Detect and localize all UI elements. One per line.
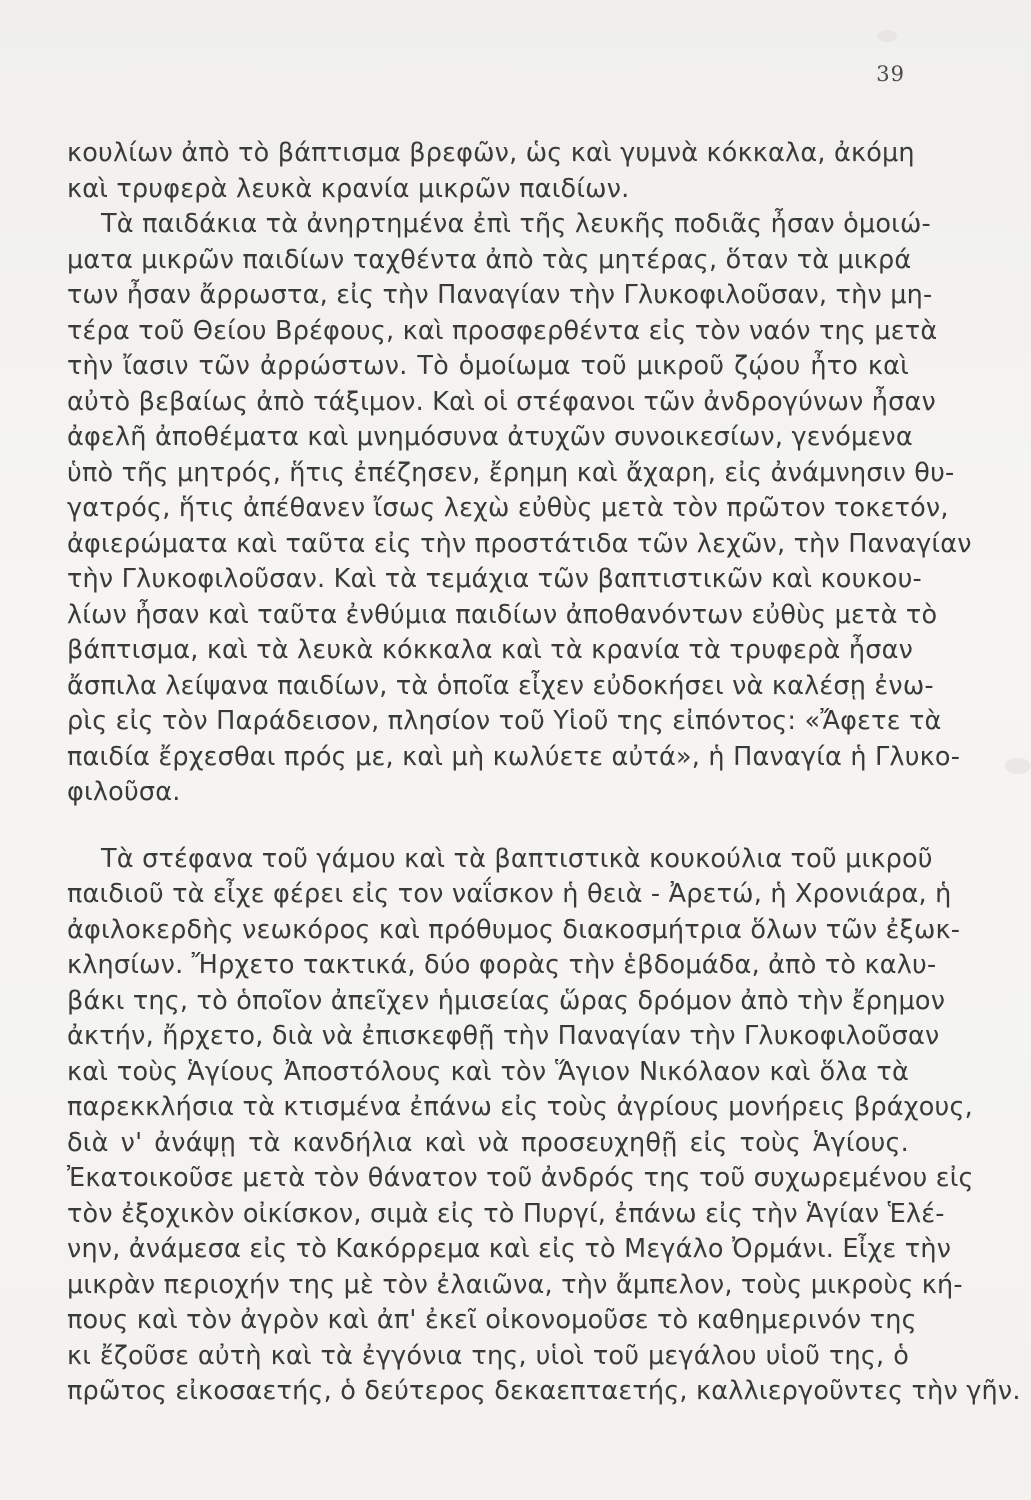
text-line: ἀφιερώματα καὶ ταῦτα εἰς τὴν προστάτιδα τῶν λεχῶν, τὴν Παναγίαν: [67, 528, 972, 559]
text-line: βάκι της, τὸ ὁποῖον ἀπεῖχεν ἡμισείας ὥρας δρόμον ἀπὸ τὴν ἔρημον: [67, 985, 946, 1016]
text-line: ὑπὸ τῆς μητρός, ἥτις ἐπέζησεν, ἔρημη καὶ ἄχαρη, εἰς ἀνάμνησιν θυ-: [67, 457, 955, 488]
paragraph-1: [67, 136, 972, 811]
text-line: καὶ τοὺς Ἁγίους Ἀποστόλους καὶ τὸν Ἅγιον Νικόλαον καὶ ὅλα τὰ: [67, 1056, 909, 1087]
text-line: ματα μικρῶν παιδίων ταχθέντα ἀπὸ τὰς μητέρας, ὅταν τὰ μικρά: [67, 244, 912, 275]
text-line: πους καὶ τὸν ἀγρὸν καὶ ἀπ' ἐκεῖ οἰκονομοῦσε τὸ καθημερινόν της: [67, 1305, 917, 1335]
text-line: τὸν ἐξοχικὸν οἰκίσκον, σιμὰ εἰς τὸ Πυργί, ἐπάνω εἰς τὴν Ἁγίαν Ἑλέ-: [67, 1198, 945, 1229]
text-line: νην, ἀνάμεσα εἰς τὸ Κακόρρεμα καὶ εἰς τὸ Μεγάλο Ὀρμάνι. Εἶχε τὴν: [67, 1234, 952, 1264]
text-line: κλησίων. Ἤρχετο τακτικά, δύο φορὰς τὴν ἑβδομάδα, ἀπὸ τὸ καλυ-: [67, 950, 937, 980]
text-line: βάπτισμα, καὶ τὰ λευκὰ κόκκαλα καὶ τὰ κρανία τὰ τρυφερὰ ἦσαν: [67, 635, 914, 665]
text-line: τέρα τοῦ Θείου Βρέφους, καὶ προσφερθέντα εἰς τὸν ναόν της μετὰ: [67, 315, 938, 346]
text-line: ἄσπιλα λείψανα παιδίων, τὰ ὁποῖα εἶχεν εὐδοκήσει νὰ καλέσῃ ἐνω-: [67, 670, 934, 701]
text-line: κι ἔζοῦσε αὐτὴ καὶ τὰ ἐγγόνια της, υἱοὶ τοῦ μεγάλου υἱοῦ της, ὁ: [67, 1340, 909, 1371]
text-line: αὐτὸ βεβαίως ἀπὸ τάξιμον. Καὶ οἱ στέφανοι τῶν ἀνδρογύνων ἦσαν: [67, 386, 936, 417]
text-line: ἀφελῆ ἀποθέματα καὶ μνημόσυνα ἀτυχῶν συνοικεσίων, γενόμενα: [67, 422, 913, 452]
text-line: ἀκτήν, ἤρχετο, διὰ νὰ ἐπισκεφθῇ τὴν Παναγίαν τὴν Γλυκοφιλοῦσαν: [67, 1021, 940, 1051]
text-line: των ἦσαν ἄρρωστα, εἰς τὴν Παναγίαν τὴν Γλυκοφιλοῦσαν, τὴν μη-: [67, 280, 933, 310]
text-line: λίων ἦσαν καὶ ταῦτα ἐνθύμια παιδίων ἀποθανόντων εὐθὺς μετὰ τὸ: [67, 599, 938, 630]
body-text: [67, 136, 1021, 1410]
text-line: τὴν Γλυκοφιλοῦσαν. Καὶ τὰ τεμάχια τῶν βαπτιστικῶν καὶ κουκου-: [67, 564, 922, 594]
paragraph-2: [67, 842, 1021, 1410]
text-line: Ἐκατοικοῦσε μετὰ τὸν θάνατον τοῦ ἀνδρός της τοῦ συχωρεμένου εἰς: [67, 1163, 974, 1193]
page-bleed-mark: [877, 30, 897, 42]
text-line: τὴν ἴασιν τῶν ἀρρώστων. Τὸ ὁμοίωμα τοῦ μικροῦ ζῴου ἦτο καὶ: [67, 351, 909, 381]
text-line: φιλοῦσα.: [67, 777, 181, 807]
text-line: παιδία ἔρχεσθαι πρός με, καὶ μὴ κωλύετε αὐτά», ἡ Παναγία ἡ Γλυκο-: [67, 741, 961, 772]
text-line: ρὶς εἰς τὸν Παράδεισον, πλησίον τοῦ Υἱοῦ της εἰπόντος: «Ἄφετε τὰ: [67, 706, 942, 736]
text-line: παιδιοῦ τὰ εἶχε φέρει εἰς τον ναΐσκον ἡ θειὰ - Ἀρετώ, ἡ Χρονιάρα, ἡ: [67, 879, 952, 909]
paragraph-gap: [67, 811, 909, 842]
text-line: ἀφιλοκερδὴς νεωκόρος καὶ πρόθυμος διακοσμήτρια ὅλων τῶν ἐξωκ-: [67, 914, 961, 945]
text-line: Τὰ παιδάκια τὰ ἀνηρτημένα ἐπὶ τῆς λευκῆς ποδιᾶς ἦσαν ὁμοιώ-: [101, 209, 931, 239]
text-line: διὰ ν' ἀνάψῃ τὰ κανδήλια καὶ νὰ προσευχηθῇ εἰς τοὺς Ἁγίους.: [67, 1127, 909, 1158]
text-line: παρεκκλήσια τὰ κτισμένα ἐπάνω εἰς τοὺς ἀγρίους μονήρεις βράχους,: [67, 1092, 973, 1122]
page-number: 39: [876, 62, 905, 86]
text-line: μικρὰν περιοχήν της μὲ τὸν ἐλαιῶνα, τὴν ἄμπελον, τοὺς μικροὺς κή-: [67, 1269, 963, 1300]
text-line: καὶ τρυφερὰ λευκὰ κρανία μικρῶν παιδίων.: [67, 173, 630, 204]
text-line: κουλίων ἀπὸ τὸ βάπτισμα βρεφῶν, ὡς καὶ γυμνὰ κόκκαλα, ἀκόμη: [67, 138, 915, 168]
text-line: Τὰ στέφανα τοῦ γάμου καὶ τὰ βαπτιστικὰ κουκούλια τοῦ μικροῦ: [101, 843, 933, 874]
text-line: γατρός, ἥτις ἀπέθανεν ἴσως λεχὼ εὐθὺς μετὰ τὸν πρῶτον τοκετόν,: [67, 493, 949, 523]
text-line: πρῶτος εἰκοσαετής, ὁ δεύτερος δεκαεπταετής, καλλιεργοῦντες τὴν γῆν.: [67, 1376, 1021, 1406]
page-bleed-mark: [1005, 758, 1031, 774]
